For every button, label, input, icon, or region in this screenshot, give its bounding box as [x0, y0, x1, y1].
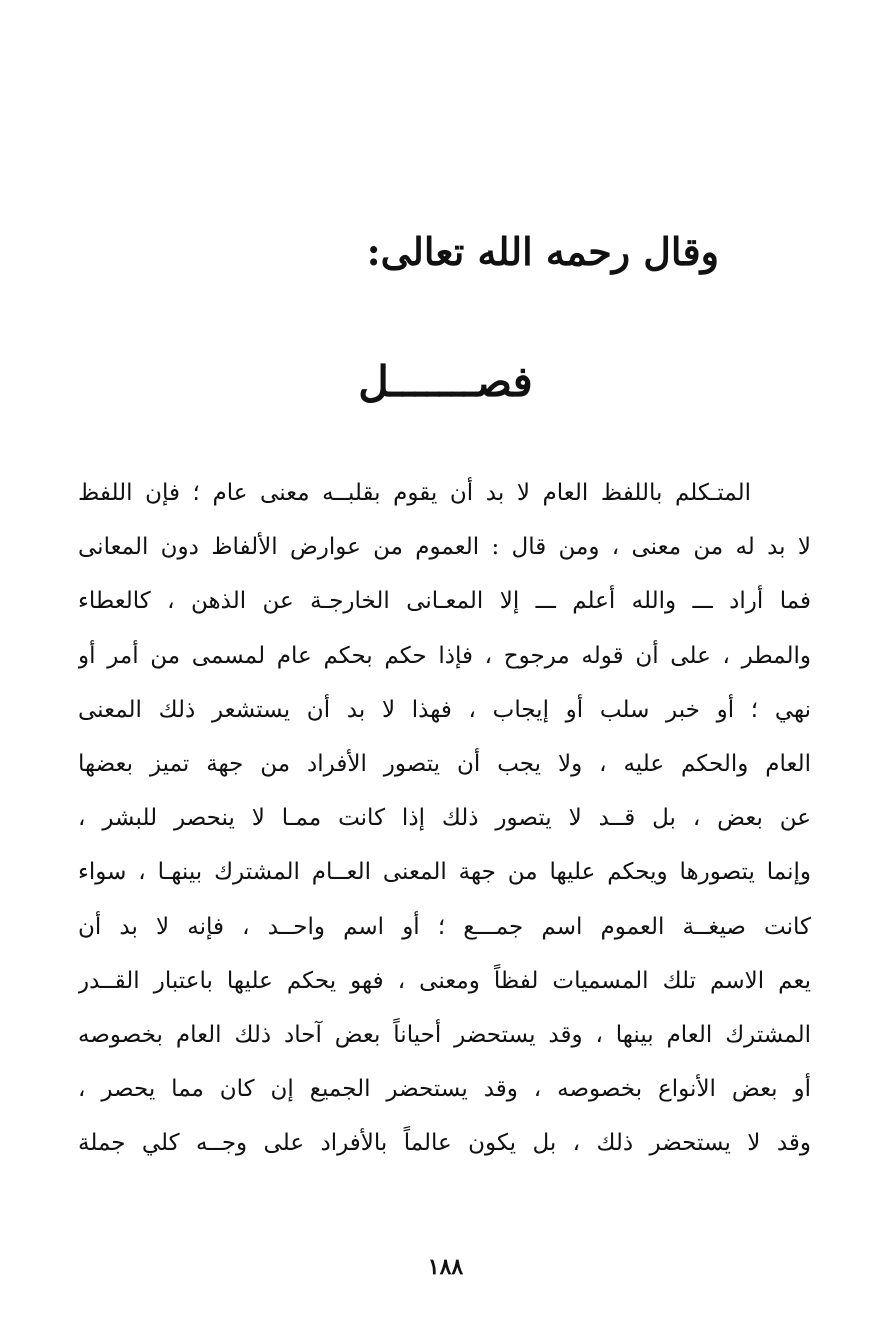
- section-title: فصـــــــل: [358, 357, 533, 406]
- text-line: وإنما يتصورها ويحكم عليها من جهة المعنى العــام المشترك بينهـا ، سواء: [78, 859, 811, 886]
- text-line: العام والحكم عليه ، ولا يجب أن يتصور الأفراد من جهة تميز بعضها: [78, 750, 811, 777]
- text-line: فما أراد ـــ والله أعلم ـــ إلا المعـانى الخارجـة عن الذهن ، كالعطاء: [78, 588, 811, 615]
- text-line: كانت صيغــة العموم اسم جمـــع ؛ أو اسم واحــد ، فإنه لا بد أن: [78, 913, 811, 940]
- body-text: [78, 466, 811, 1170]
- text-line: عن بعض ، بل قــد لا يتصور ذلك إذا كانت ممـا لا ينحصر للبشر ،: [78, 805, 811, 832]
- text-line: المشترك العام بينها ، وقد يستحضر أحياناً بعض آحاد ذلك العام بخصوصه: [78, 1021, 811, 1048]
- text-line: المتـكلم باللفظ العام لا بد أن يقوم بقلبــه معنى عام ؛ فإن اللفظ: [78, 480, 751, 506]
- text-line: أو بعض الأنواع بخصوصه ، وقد يستحضر الجميع إن كان مما يحصر ،: [78, 1076, 811, 1103]
- text-line: يعم الاسم تلك المسميات لفظاً ومعنى ، فهو يحكم عليها باعتبار القــدر: [78, 967, 811, 994]
- text-line: والمطر ، على أن قوله مرجوح ، فإذا حكم بحكم عام لمسمى من أمر أو: [78, 642, 811, 669]
- text-line: نهي ؛ أو خبر سلب أو إيجاب ، فهذا لا بد أن يستشعر ذلك المعنى: [78, 696, 811, 723]
- heading: وقال رحمه الله تعالى:: [366, 229, 719, 274]
- text-line: لا بد له من معنى ، ومن قال : العموم من عوارض الألفاظ دون المعانى: [78, 534, 811, 561]
- page-number: ١٨٨: [427, 1254, 464, 1280]
- text-line: وقد لا يستحضر ذلك ، بل يكون عالماً بالأفراد على وجــه كلي جملة: [78, 1130, 811, 1157]
